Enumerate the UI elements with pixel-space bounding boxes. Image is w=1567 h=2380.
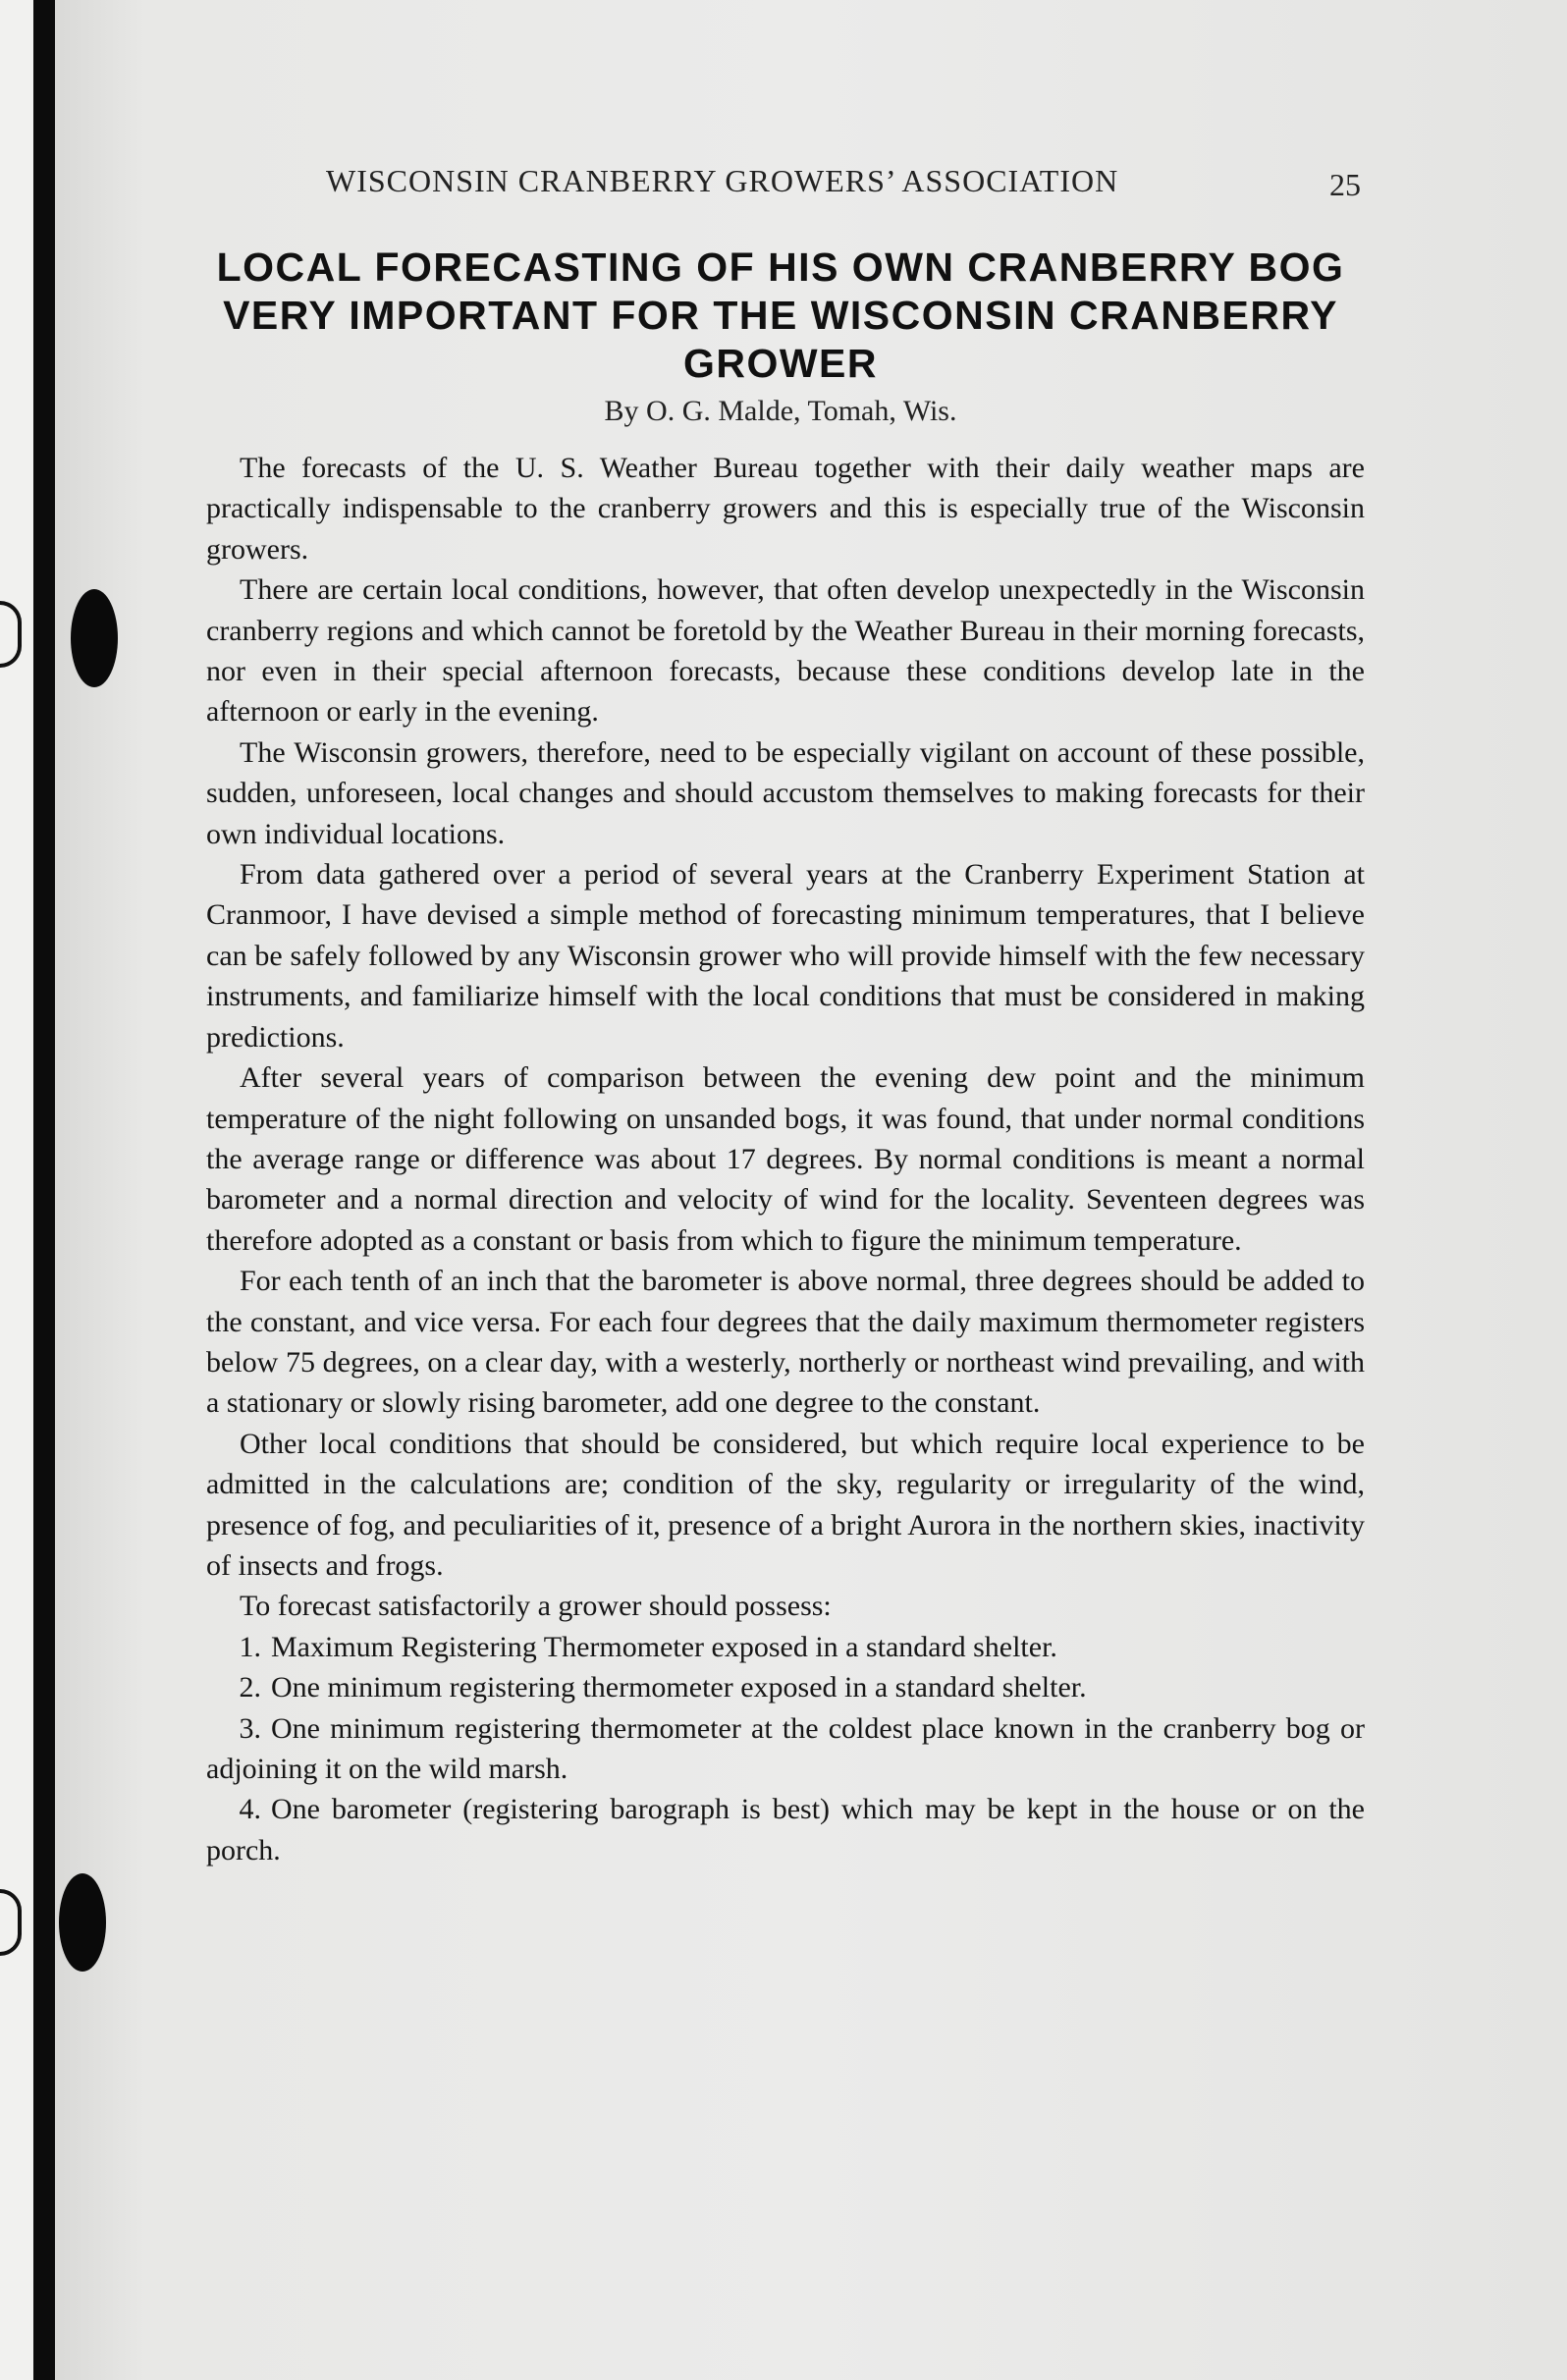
punch-hole	[59, 1873, 106, 1972]
paragraph: Other local conditions that should be considered, but which require local experience to be admitted in the calculations are; condition of the sky, regularity or irregularity of the wind, presence of fog, and peculiarities of it, presence of a bright Aurora in the northern skies, inactivity of insects and frogs.	[206, 1427, 1365, 1582]
paragraph: The forecasts of the U. S. Weather Bureau together with their daily weather maps are practically indispensable to the cranberry growers and this is especially true of the Wisconsin growers.	[206, 452, 1365, 566]
paragraph: For each tenth of an inch that the barometer is above normal, three degrees should be added to the constant, and vice versa. For each four degrees that the daily maximum thermometer registers below 75 degrees, on a clear day, with a westerly, northerly or northeast wind prevailing, and with a stationary or slowly rising barometer, add one degree to the constant.	[206, 1265, 1365, 1420]
paragraph: After several years of comparison between the evening dew point and the minimum temperature of the night following on unsanded bogs, it was found, that under normal conditions the average range or difference was about 17 degrees. By normal conditions is meant a normal barometer and a normal direction and velocity of wind for the locality. Seventeen degrees was therefore adopted as a constant or basis from which to figure the minimum temperature.	[206, 1061, 1365, 1257]
binding-edge	[33, 0, 55, 2380]
list-text: One barometer (registering barograph is best) which may be kept in the house or on the porch.	[206, 1793, 1365, 1866]
article-byline: By O. G. Malde, Tomah, Wis.	[604, 395, 957, 427]
article-title: LOCAL FORECASTING OF HIS OWN CRANBERRY BOG VERY IMPORTANT FOR THE WISCONSIN CRANBERRY GROWER	[216, 244, 1345, 386]
running-head: WISCONSIN CRANBERRY GROWERS’ ASSOCIATION	[326, 163, 1119, 198]
punch-hole	[71, 589, 118, 687]
list-text: One minimum registering thermometer at the coldest place known in the cranberry bog or adjoining it on the wild marsh.	[206, 1711, 1365, 1785]
list-number: 3.	[239, 1711, 261, 1745]
list-item	[206, 1627, 1365, 1667]
paragraph: There are certain local conditions, however, that often develop unexpectedly in the Wisconsin cranberry regions and which cannot be foretold by the Weather Bureau in their morning forecasts, nor even in their special afternoon forecasts, because these conditions develop late in the afternoon or early in the evening.	[206, 573, 1365, 729]
paragraph: From data gathered over a period of several years at the Cranberry Experiment Station at Cranmoor, I have devised a simple method of forecasting minimum temperatures, that I believe can be safely followed by any Wisconsin grower who will provide himself with the few necessary instruments, and familiarize himself with the local conditions that must be considered in making predictions.	[206, 858, 1365, 1054]
article-body	[206, 448, 1365, 1870]
list-number: 1.	[239, 1630, 261, 1663]
page-margin-strip	[0, 0, 33, 2380]
list-text: Maximum Registering Thermometer exposed in a standard shelter.	[271, 1630, 1057, 1663]
list-number: 2.	[239, 1671, 261, 1704]
paragraph: To forecast satisfactorily a grower should possess:	[240, 1590, 832, 1623]
list-item	[206, 1789, 1365, 1870]
list-item	[206, 1667, 1365, 1707]
list-number: 4.	[239, 1793, 261, 1826]
page-number: 25	[1329, 167, 1361, 202]
paragraph: The Wisconsin growers, therefore, need to be especially vigilant on account of these possible, sudden, unforeseen, local changes and should accustom themselves to making forecasts for their own individual locations.	[206, 735, 1365, 850]
list-text: One minimum registering thermometer exposed in a standard shelter.	[271, 1671, 1087, 1704]
list-item	[206, 1708, 1365, 1790]
